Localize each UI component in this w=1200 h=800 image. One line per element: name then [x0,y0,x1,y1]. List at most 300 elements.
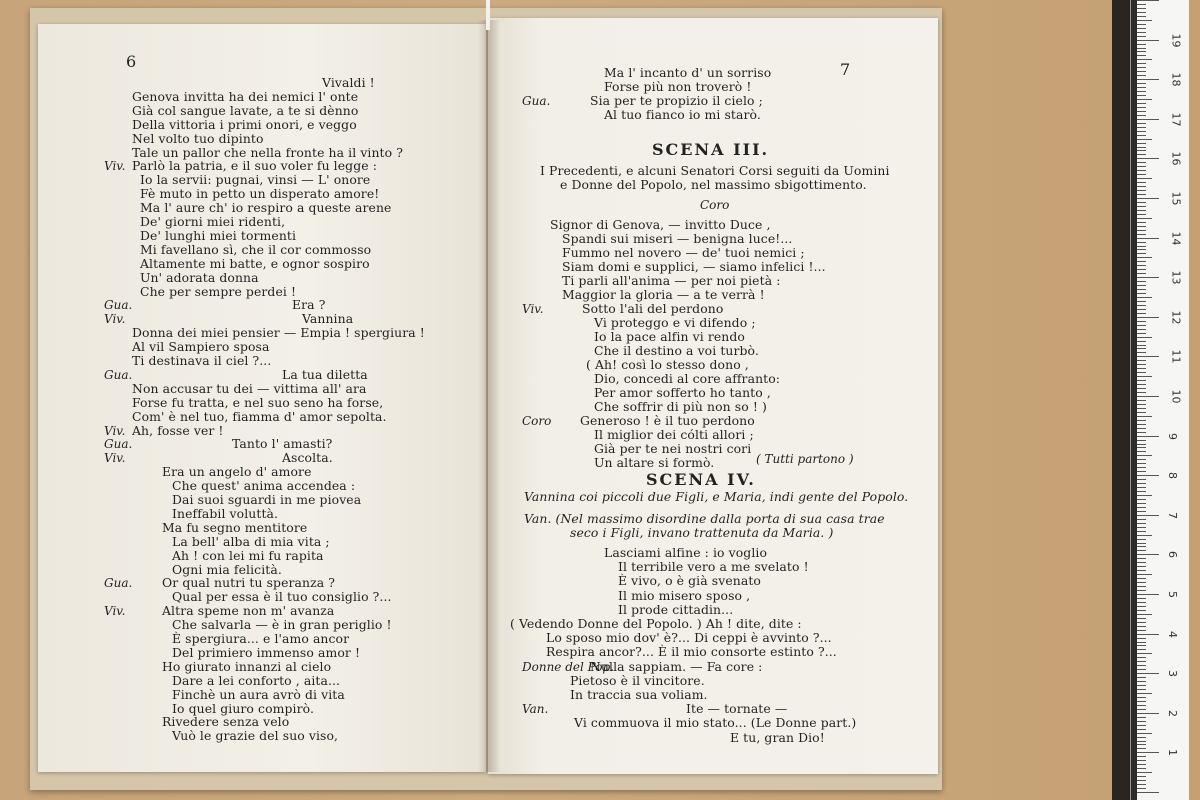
ruler-number: 17 [1169,112,1183,127]
ruler-tick [1137,543,1146,544]
ruler-tick [1137,436,1159,437]
ruler-tick [1137,269,1146,270]
ruler-number: 3 [1166,670,1179,678]
ruler-tick [1137,313,1146,314]
ruler-number: 5 [1166,591,1179,598]
ruler-tick [1137,230,1146,231]
ruler-tick [1137,360,1146,361]
speaker-label: Viv. [104,312,126,327]
ruler-tick [1137,265,1146,266]
verse-line: Com' è nel tuo, fiamma d' amor sepolta. [132,408,387,424]
ruler-tick [1137,487,1146,488]
ruler-tick [1137,554,1159,555]
ruler-tick [1137,479,1146,480]
ruler-tick [1137,467,1146,468]
ruler-tick [1137,697,1146,698]
ruler-tick [1137,388,1146,389]
verse-line: Lo sposo mio dov' è?... Di ceppi è avvinto ?... [546,630,832,646]
ruler-tick [1137,174,1146,175]
ruler-number: 2 [1166,709,1179,717]
ruler-tick [1137,202,1146,203]
ruler-tick [1137,776,1146,777]
verse-line: Il mio misero sposo , [618,587,751,603]
ruler-tick [1137,610,1146,611]
ruler-tick [1137,253,1146,254]
ruler-tick [1137,158,1159,159]
verse-line: Ah, fosse ver ! [132,422,224,438]
ruler-tick [1137,630,1146,631]
scene-title: SCENA III. [652,140,770,159]
verse-line: Pietoso è il vincitore. [570,672,705,688]
ruler-number: 1 [1166,749,1179,757]
ruler-tick [1137,0,1159,1]
verse-line: De' lunghi miei tormenti [140,227,297,243]
ruler-tick [1137,214,1146,215]
ruler-tick [1137,372,1146,373]
verse-line: La tua diletta [282,366,368,382]
ruler-tick [1137,341,1146,342]
ruler-tick [1137,685,1146,686]
ruler-tick [1137,519,1146,520]
ruler-tick [1137,626,1146,627]
verse-line: È spergiura... e l'amo ancor [172,631,350,646]
verse-line: Già per te nei nostri cori [594,441,752,456]
ruler-number: 9 [1166,432,1179,440]
ruler-tick [1137,721,1146,722]
ruler-tick [1137,748,1146,749]
ruler-tick [1137,71,1146,72]
scene-description: e Donne del Popolo, nel massimo sbigottimento. [560,177,867,192]
ruler-tick [1137,368,1146,369]
ruler-tick [1137,760,1146,761]
scene-description: I Precedenti, e alcuni Senatori Corsi seguiti da Uomini [540,163,890,178]
ruler-tick [1137,693,1152,694]
ruler-tick [1137,428,1146,429]
scene-description: Vannina coi piccoli due Figli, e Maria, indi gente del Popolo. [524,489,909,504]
speaker-label: Van. [522,702,549,717]
ruler-tick [1137,87,1146,88]
speaker-label: Gua. [104,437,133,452]
verse-line: Ite — tornate — [686,701,788,717]
verse-line: Dare a lei conforto , aita... [172,672,341,688]
ruler-tick [1137,459,1146,460]
ruler-tick [1137,103,1146,104]
ruler-tick [1137,558,1146,559]
ruler-tick [1137,582,1146,583]
ruler-tick [1137,289,1146,290]
verse-line: Parlò la patria, e il suo voler fu legge : [132,158,377,174]
ruler-tick [1137,499,1146,500]
ruler-tick [1137,780,1146,781]
ruler-tick [1137,784,1146,785]
ruler-tick [1137,451,1146,452]
ruler-tick [1137,475,1159,476]
ruler-tick [1137,768,1146,769]
ruler-tick [1137,79,1159,80]
verse-line: ( Ah! così lo stesso dono , [586,357,749,372]
binding-gutter [478,20,500,772]
ruler-tick [1137,20,1152,21]
ruler-tick [1137,12,1146,13]
ruler-tick [1137,48,1146,49]
ruler-tick [1137,717,1146,718]
ruler-tick [1137,40,1159,41]
ruler-tick [1137,345,1146,346]
verse-line: Vivaldi ! [322,75,375,90]
ruler-tick [1137,590,1146,591]
ruler-tick [1137,531,1146,532]
ruler-tick [1137,400,1146,401]
ruler-tick [1137,602,1146,603]
ruler-tick [1137,764,1146,765]
verse-line: Del primiero immenso amor ! [172,644,361,660]
ruler-tick [1137,455,1152,456]
speaker-label: Viv. [104,604,126,619]
ruler-tick [1137,495,1152,496]
ruler-number: 14 [1169,231,1183,246]
ruler-tick [1137,396,1159,397]
verse-line: De' giorni miei ridenti, [140,214,286,229]
ruler-tick [1137,444,1146,445]
ruler-tick [1137,75,1146,76]
verse-line: Dai suoi sguardi in me piovea [172,492,362,507]
ruler-tick [1137,99,1152,100]
ruler-number: 7 [1166,511,1179,519]
ruler-tick [1137,638,1146,639]
verse-line: In traccia sua voliam. [570,687,708,702]
speaker-label: Viv. [104,423,126,438]
ruler-tick [1137,281,1146,282]
ruler-tick [1137,364,1146,365]
ruler-tick [1137,634,1159,635]
ruler-tick [1137,420,1146,421]
ruler-tick [1137,491,1146,492]
speaker-label: Viv. [104,159,126,174]
ruler-tick [1137,317,1159,318]
ruler-tick [1137,562,1146,563]
ruler-tick [1137,329,1146,330]
ruler-tick [1137,649,1146,650]
verse-line: Signor di Genova, — invitto Duce , [550,217,771,232]
verse-line: Altra speme non m' avanza [162,603,335,619]
right-page [488,18,938,774]
ruler-tick [1137,131,1146,132]
ruler-tick [1137,166,1146,167]
ruler-tick [1137,55,1146,56]
ruler-tick [1137,677,1146,678]
ruler-tick [1137,380,1146,381]
speaker-label: Viv. [104,451,126,466]
ruler-tick [1137,792,1159,793]
verse-line: Vi proteggo e vi difendo ; [594,315,756,330]
ruler-number: 19 [1169,33,1183,48]
verse-line: Lasciami alfine : io voglio [604,545,768,560]
ruler-tick [1137,246,1146,247]
page-number: 7 [840,60,851,79]
verse-line: Mi favellano sì, che il cor commosso [140,241,372,257]
ruler-tick [1137,653,1152,654]
ruler-tick [1137,618,1146,619]
verse-line: Altamente mi batte, e ognor sospiro [140,255,370,271]
ruler-tick [1137,550,1146,551]
ruler-tick [1137,463,1146,464]
ruler-tick [1137,198,1159,199]
ruler-tick [1137,503,1146,504]
ruler-tick [1137,83,1146,84]
verse-line: Sia per te propizio il cielo ; [590,93,763,108]
verse-line: Ascolta. [282,450,333,466]
ruler-tick [1137,218,1152,219]
verse-line: Era ? [292,297,326,313]
verse-line: Spandi sui miseri — benigna luce!... [562,231,793,246]
verse-line: Finchè un aura avrò di vita [172,686,345,702]
ruler-tick [1137,91,1146,92]
ruler-tick [1137,669,1146,670]
ruler-tick [1137,471,1146,472]
verse-line: Che soffrir di più non so ! ) [594,399,767,414]
ruler-tick [1137,376,1152,377]
ruler-tick [1137,143,1146,144]
ruler-tick [1137,24,1146,25]
ruler-tick [1137,705,1146,706]
ruler-tick [1137,689,1146,690]
verse-line: Ti destinava il ciel ?... [132,353,272,368]
verse-line: Ma l' incanto d' un sorriso [604,65,772,80]
ruler-tick [1137,51,1146,52]
ruler-tick [1137,447,1146,448]
verse-line: Che il destino a voi turbò. [594,343,759,358]
verse-line: Ma fu segno mentitore [162,519,308,535]
ruler-tick [1137,586,1146,587]
verse-line: Tale un pallor che nella fronte ha il vinto ? [132,144,403,160]
ruler-tick [1137,190,1146,191]
ruler-tick [1137,222,1146,223]
verse-line: Il terribile vero a me svelato ! [618,559,809,575]
left-page [38,24,486,772]
verse-line: Io quel giuro compirò. [172,700,314,716]
verse-line: Che salvarla — è in gran periglio ! [172,617,392,633]
stage-direction: Van. (Nel massimo disordine dalla porta di sua casa trae [524,511,885,526]
ruler-number: 11 [1169,349,1183,364]
ruler-tick [1137,642,1146,643]
verse-line: Maggior la gloria — a te verrà ! [562,287,765,302]
ruler-tick [1137,333,1146,334]
ruler-tick [1137,384,1146,385]
ruler-tick [1137,170,1146,171]
ruler-tick [1137,701,1146,702]
ruler-number: 15 [1169,191,1183,206]
ruler-tick [1137,416,1152,417]
page-number: 6 [126,52,137,71]
ruler-tick [1137,733,1152,734]
verse-line: Il prode cittadin... [618,601,734,617]
ruler-tick [1137,257,1152,258]
ruler-tick [1137,36,1146,37]
verse-line: Dio, concedi al core affranto: [594,371,781,386]
ruler-tick [1137,206,1146,207]
ruler-tick [1137,127,1146,128]
ruler-tick [1137,111,1146,112]
ruler-tick [1137,440,1146,441]
ruler-tick [1137,539,1146,540]
verse-line: Vi commuova il mio stato... (Le Donne part.) [574,715,857,731]
verse-line: Forse più non troverò ! [604,79,752,94]
ruler-tick [1137,28,1146,29]
verse-line: È vivo, o è già svenato [618,573,761,589]
verse-line: Era un angelo d' amore [162,464,312,480]
verse-line: Ah ! con lei mi fu rapita [172,547,324,563]
speaker-label: Gua. [104,298,133,313]
verse-line: Sotto l'ali del perdono [582,301,724,316]
ruler-tick [1137,273,1146,274]
ruler-tick [1137,511,1146,512]
ruler-tick [1137,614,1152,615]
ruler-tick [1137,546,1146,547]
ruler-tick [1137,566,1146,567]
ruler-tick [1137,186,1146,187]
ruler-tick [1137,63,1146,64]
ruler-tick [1137,337,1152,338]
ruler-tick [1137,285,1146,286]
ruler-tick [1137,309,1146,310]
verse-line: Forse fu tratta, e nel suo seno ha forse, [132,394,384,410]
ruler-tick [1137,665,1146,666]
verse-line: Siam domi e supplici, — siamo infelici !... [562,259,826,274]
verse-line: Io la pace alfin vi rendo [594,329,745,344]
verse-line: Già col sangue lavate, a te si dènno [132,102,359,118]
verse-line: Non accusar tu dei — vittima all' ara [132,380,367,396]
binding-thread [486,0,490,30]
ruler-tick [1137,67,1146,68]
ruler-tick [1137,242,1146,243]
verse-line: Generoso ! è il tuo perdono [580,413,755,428]
ruler-tick [1137,729,1146,730]
verse-line: Un' adorata donna [140,269,259,285]
ruler-tick [1137,261,1146,262]
ruler-tick [1137,772,1152,773]
verse-line: Ma l' aure ch' io respiro a queste arene [140,200,392,216]
ruler-tick [1137,578,1146,579]
ruler-number: 8 [1166,472,1179,480]
verse-line: Al vil Sampiero sposa [132,339,270,355]
ruler-tick [1137,210,1146,211]
ruler-tick [1137,523,1146,524]
verse-line: Nel volto tuo dipinto [132,130,264,146]
ruler-tick [1137,392,1146,393]
ruler-tick [1137,673,1159,674]
ruler-tick [1137,752,1159,753]
ruler-tick [1137,744,1146,745]
verse-line: Un altare si formò. [594,455,715,470]
ruler-tick [1137,594,1159,595]
verse-line: Ineffabil voluttà. [172,505,279,521]
ruler-tick [1137,348,1146,349]
ruler-tick [1137,356,1159,357]
measuring-ruler [1130,0,1189,800]
ruler-tick [1137,535,1152,536]
ruler-tick [1137,178,1152,179]
verse-line: Ti parli all'anima — per noi pietà : [562,273,781,288]
ruler-tick [1137,737,1146,738]
speaker-label: Gua. [104,367,133,382]
ruler-tick [1137,4,1146,5]
ruler-tick [1137,483,1146,484]
speaker-label: Donne del Pop. [522,659,614,674]
ruler-tick [1137,8,1146,9]
stage-direction: ( Tutti partono ) [756,452,854,466]
ruler-number: 4 [1166,630,1179,638]
ruler-tick [1137,249,1146,250]
dark-backdrop-strip [1112,0,1130,800]
speaker-label: Viv. [522,302,544,316]
verse-line: Or qual nutri tu speranza ? [162,575,335,591]
ruler-tick [1137,115,1146,116]
ruler-number: 13 [1169,270,1183,285]
verse-line: Della vittoria i primi onori, e veggo [132,116,357,132]
ruler-tick [1137,408,1146,409]
verse-line: La bell' alba di mia vita ; [172,533,330,549]
verse-line: Fummo nel novero — de' tuoi nemici ; [562,245,805,260]
verse-line: Ogni mia felicità. [172,561,282,577]
ruler-tick [1137,44,1146,45]
verse-line: Il miglior dei cólti allori ; [594,427,754,442]
speaker-label: Coro [522,414,552,428]
stage-direction: seco i Figli, invano trattenuta da Maria. ) [570,525,834,540]
ruler-tick [1137,238,1159,239]
ruler-tick [1137,293,1146,294]
ruler-tick [1137,147,1146,148]
ruler-tick [1137,606,1146,607]
verse-line: Nulla sappiam. — Fa core : [590,658,763,674]
ruler-tick [1137,713,1159,714]
ruler-tick [1137,32,1146,33]
ruler-tick [1137,305,1146,306]
speaker-label: Gua. [104,576,133,591]
ruler-tick [1137,432,1146,433]
ruler-tick [1137,16,1146,17]
ruler-tick [1137,119,1159,120]
ruler-number: 6 [1166,551,1179,559]
ruler-tick [1137,123,1146,124]
ruler-number: 18 [1169,72,1183,87]
ruler-number: 16 [1169,151,1183,166]
ruler-tick [1137,424,1146,425]
ruler-tick [1137,661,1146,662]
ruler-tick [1137,725,1146,726]
verse-line: Vannina [302,311,354,327]
verse-line: Che per sempre perdei ! [140,283,297,299]
ruler-tick [1137,297,1152,298]
verse-line: Donna dei miei pensier — Empia ! spergiura ! [132,325,425,341]
ruler-tick [1137,154,1146,155]
ruler-tick [1137,226,1146,227]
ruler-tick [1137,107,1146,108]
verse-line: E tu, gran Dio! [730,729,825,745]
ruler-tick [1137,162,1146,163]
ruler-number: 12 [1169,310,1183,325]
ruler-tick [1137,515,1159,516]
ruler-tick [1137,709,1146,710]
ruler-tick [1137,194,1146,195]
verse-line: Fè muto in petto un disperato amore! [140,186,380,202]
ruler-tick [1137,657,1146,658]
verse-line: Io la servii: pugnai, vinsi — L' onore [140,172,371,188]
verse-line: Respira ancor?... È il mio consorte estinto ?... [546,644,837,660]
verse-line: Al tuo fianco io mi starò. [604,107,761,122]
verse-line: Rivedere senza velo [162,714,290,730]
ruler-tick [1137,95,1146,96]
ruler-tick [1137,325,1146,326]
